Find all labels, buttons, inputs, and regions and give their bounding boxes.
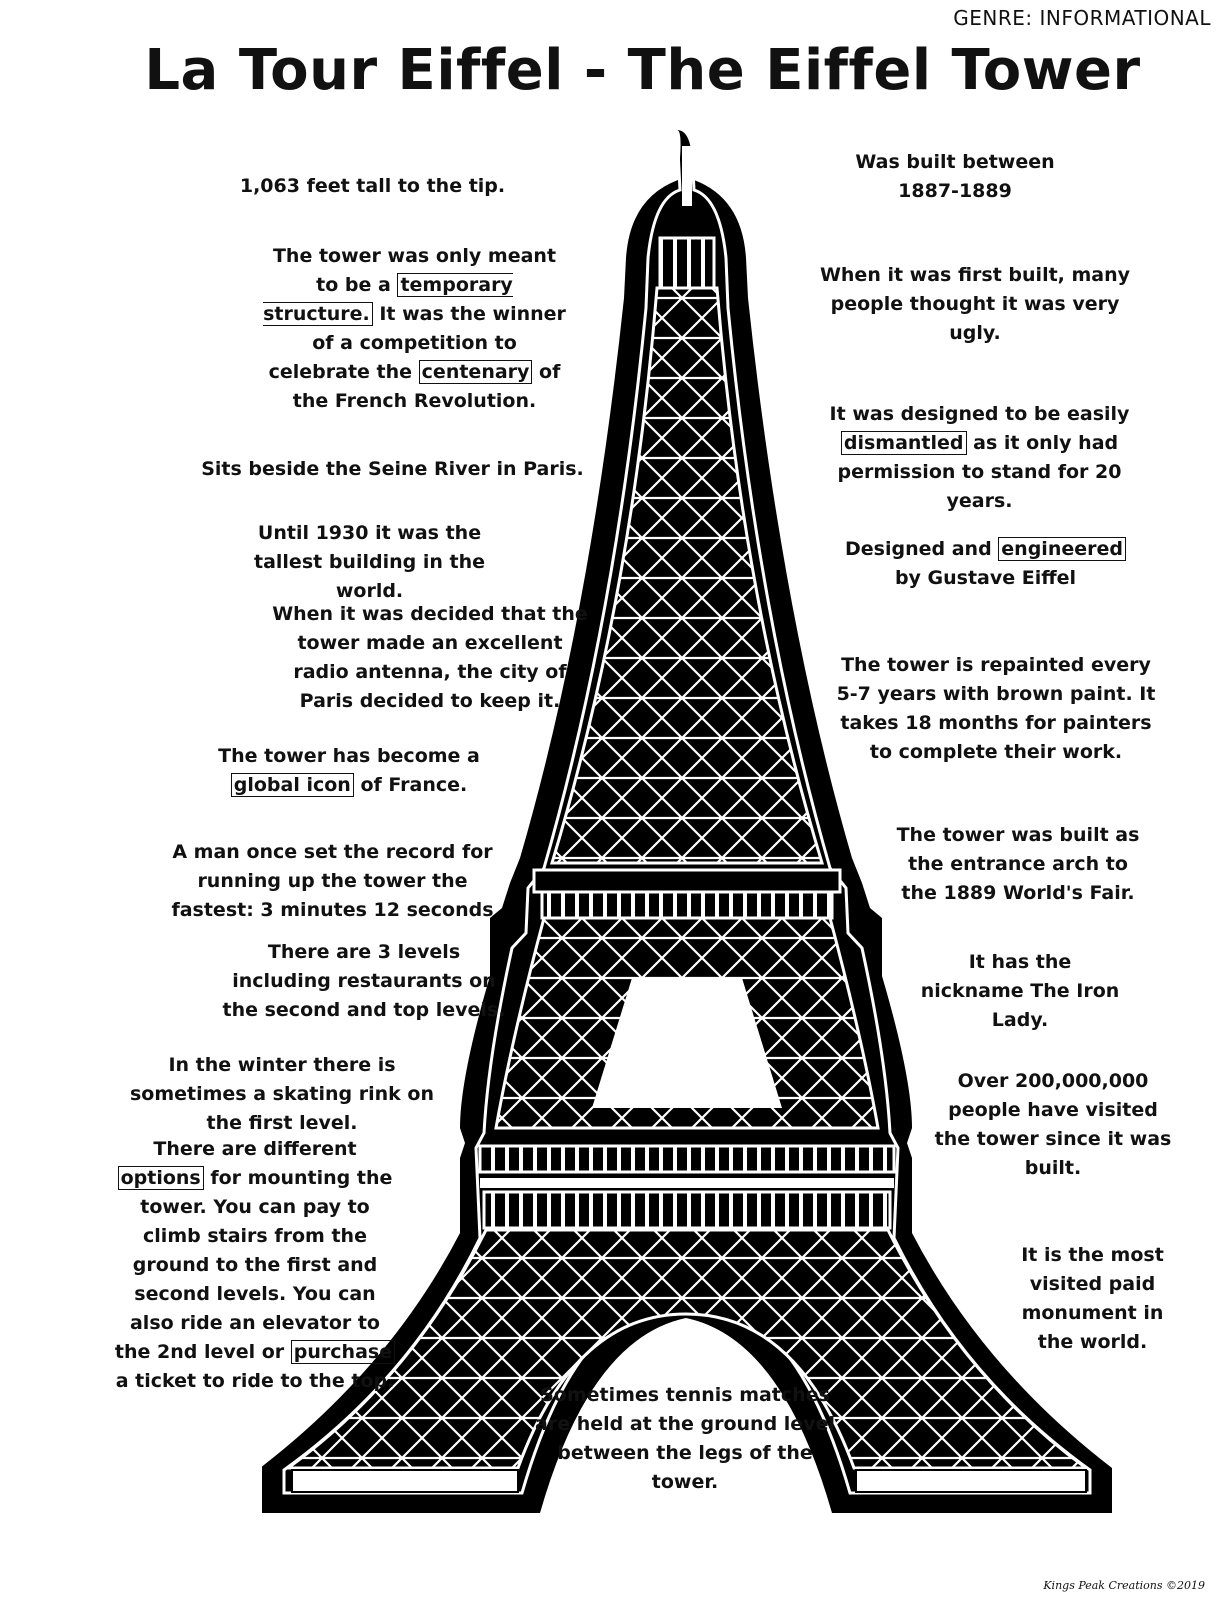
fact-tallest-building: Until 1930 it was the tallest building in the world.	[254, 522, 485, 602]
vocab-word: temporary structure.	[263, 274, 513, 325]
fact-text: as it only had permission to stand for 20 years.	[837, 432, 1122, 512]
fact-levels-restaurants: There are 3 levels including restaurants on the second and top levels.	[222, 941, 506, 1021]
vocab-word: dismantled	[841, 431, 967, 455]
fact-seine-river: Sits beside the Seine River in Paris.	[201, 458, 584, 480]
fact-iron-lady: It has the nickname The Iron Lady.	[920, 951, 1120, 1031]
fact-tennis-matches: Sometimes tennis matches are held at the ground level between the legs of the tower.	[535, 1384, 835, 1493]
fact-text: There are different	[153, 1138, 357, 1160]
vocab-word: options	[118, 1166, 204, 1190]
fact-text: of the French Revolution.	[292, 361, 561, 412]
fact-text: The tower has become a	[218, 745, 480, 767]
vocab-word: engineered	[998, 537, 1126, 561]
fact-engineered-by	[838, 535, 1133, 593]
fact-global-icon	[218, 742, 480, 800]
fact-text: of France.	[353, 774, 468, 796]
fact-text: It was designed to be easily	[829, 403, 1130, 425]
fact-text: by Gustave Eiffel	[894, 567, 1077, 589]
vocab-word: centenary	[419, 360, 533, 384]
fact-radio-antenna: When it was decided that the tower made an excellent radio antenna, the city of Paris decided to keep it.	[272, 603, 588, 712]
fact-skating-rink: In the winter there is sometimes a skating rink on the first level.	[129, 1054, 435, 1134]
fact-repainted: The tower is repainted every 5-7 years with brown paint. It takes 18 months for painters to complete their work.	[836, 654, 1156, 763]
fact-text: for mounting the tower. You can pay to climb stairs from the ground to the first and second levels. You can also ride an elevator to the 2nd level or	[114, 1167, 393, 1363]
fact-visitors: Over 200,000,000 people have visited the tower since it was built.	[934, 1070, 1172, 1179]
fact-built-between: Was built between 1887-1889	[855, 151, 1055, 202]
fact-text: The tower was only meant to be a	[272, 245, 557, 296]
fact-text: Designed and	[845, 538, 999, 560]
vocab-word: global icon	[231, 773, 354, 797]
credit-text: Kings Peak Creations ©2019	[1043, 1579, 1205, 1592]
fact-text: a ticket to ride to the top.	[115, 1370, 395, 1392]
fact-most-visited: It is the most visited paid monument in the world.	[1021, 1244, 1164, 1353]
fact-temporary-structure	[262, 242, 567, 416]
fact-entrance-arch: The tower was built as the entrance arch to the 1889 World's Fair.	[896, 824, 1140, 904]
fact-height: 1,063 feet tall to the tip.	[239, 175, 506, 197]
genre-label: GENRE: INFORMATIONAL	[953, 6, 1211, 30]
fact-ugly: When it was first built, many people thought it was very ugly.	[819, 264, 1131, 344]
fact-running-record: A man once set the record for running up the tower the fastest: 3 minutes 12 seconds	[171, 841, 494, 921]
page-title: La Tour Eiffel - The Eiffel Tower	[144, 38, 1141, 103]
fact-dismantled	[812, 400, 1147, 516]
fact-mounting-options	[110, 1135, 400, 1396]
fact-text: It was the winner of a competition to celebrate the	[268, 303, 566, 383]
vocab-word: purchase	[291, 1340, 395, 1364]
